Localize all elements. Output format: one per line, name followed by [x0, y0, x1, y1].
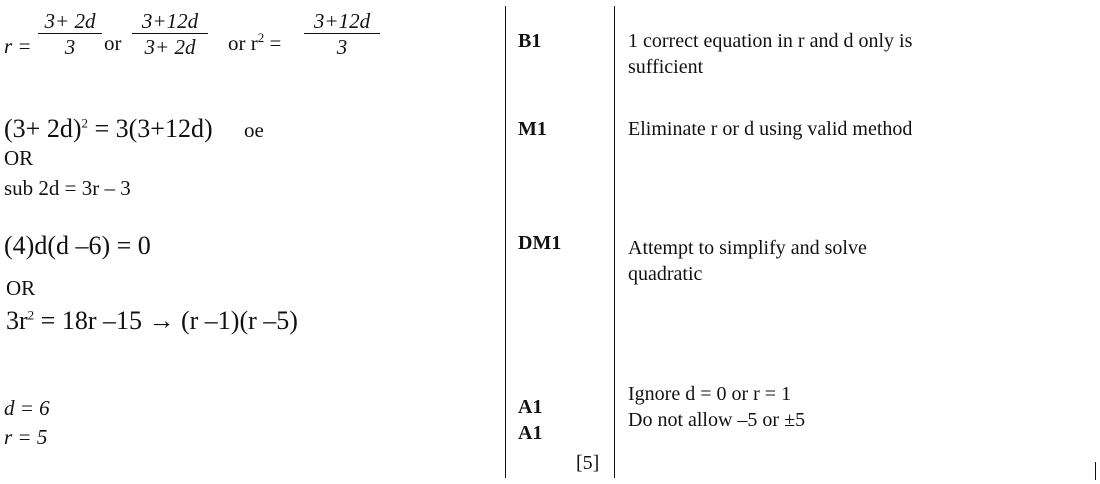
- fraction-2-numerator: 3+12d: [141, 9, 199, 33]
- fraction-3-numerator: 3+12d: [313, 9, 371, 33]
- divider-right: [614, 6, 615, 478]
- note-a1-line1: Ignore d = 0 or r = 1: [628, 383, 792, 405]
- r-equals: r =: [4, 34, 32, 58]
- quadratic-in-r: $3r^2 = 18r$ –15 → (r –1)(r –5): [6, 306, 298, 335]
- total-marks: [5]: [576, 452, 600, 474]
- mark-a1-r: A1: [518, 422, 543, 444]
- answer-d: d = 6: [4, 396, 50, 420]
- equation-expanded: $(3+ 2d)^2 = 3(3+12d)$: [4, 114, 213, 143]
- note-a1-line2: Do not allow –5 or ±5: [628, 409, 806, 431]
- fraction-3-denominator: 3: [336, 35, 348, 60]
- or-r-squared: or $r^2$ =: [228, 30, 282, 55]
- fraction-1-numerator: 3+ 2d: [44, 9, 96, 33]
- factorised-equation: (4)d(d –6) = 0: [4, 231, 151, 260]
- mark-m1: M1: [518, 118, 547, 140]
- answer-r: r = 5: [4, 425, 48, 449]
- mark-b1: B1: [518, 30, 542, 52]
- fraction-1-bar: [38, 33, 102, 34]
- note-dm1-line2: quadratic: [628, 263, 703, 285]
- divider-left: [505, 6, 506, 478]
- fraction-1-denominator: 3: [64, 35, 76, 60]
- fraction-2: [132, 10, 208, 58]
- mark-a1-d: A1: [518, 396, 543, 418]
- or-label-2: OR: [6, 276, 36, 300]
- or-text-1: or: [104, 31, 122, 55]
- note-a1: [628, 381, 805, 433]
- mark-dm1: DM1: [518, 232, 562, 254]
- note-dm1: [628, 235, 867, 287]
- fraction-2-bar: [132, 33, 208, 34]
- note-b1-line2: sufficient: [628, 56, 704, 78]
- note-b1-line1: 1 correct equation in r and d only is: [628, 30, 913, 52]
- substitution-line: sub 2d = 3r – 3: [4, 176, 131, 200]
- note-dm1-line1: Attempt to simplify and solve: [628, 237, 867, 259]
- note-m1: Eliminate r or d using valid method: [628, 118, 913, 140]
- oe-label: oe: [244, 118, 264, 142]
- fraction-3: [304, 10, 380, 58]
- or-label-1: OR: [4, 146, 34, 170]
- fraction-2-denominator: 3+ 2d: [144, 35, 196, 60]
- fraction-3-bar: [304, 33, 380, 34]
- edge-tick: [1095, 462, 1096, 480]
- fraction-1: [38, 10, 102, 58]
- note-b1: [628, 28, 912, 80]
